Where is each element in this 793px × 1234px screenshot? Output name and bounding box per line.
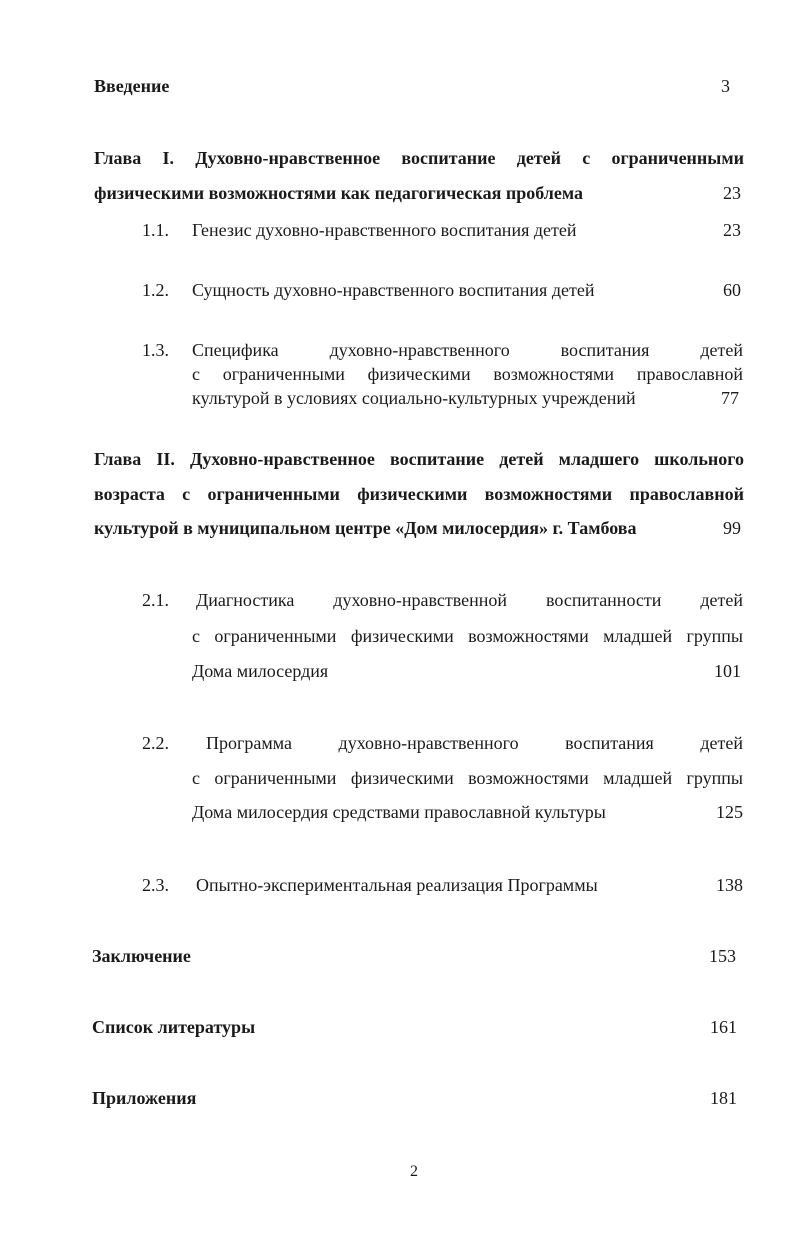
toc-literature-label: Список литературы — [92, 1017, 256, 1037]
section-1-2-number: 1.2. — [142, 280, 169, 300]
section-2-2-title-line2: с ограниченными физическими возможностями младшей группы — [192, 768, 743, 788]
section-2-1-title-line1: Диагностика духовно-нравственной воспитанности детей — [196, 590, 743, 610]
section-2-2-number: 2.2. — [142, 733, 169, 753]
section-1-2-title: Сущность духовно-нравственного воспитания детей — [192, 280, 595, 300]
section-2-1-title-line3: Дома милосердия — [192, 661, 329, 681]
chapter1-title-line2: физическими возможностями как педагогическая проблема — [94, 183, 584, 203]
section-1-3-page: 77 — [721, 388, 739, 408]
section-2-1-number: 2.1. — [142, 590, 169, 610]
chapter1-title-line1: Глава I. Духовно-нравственное воспитание детей с ограниченными — [94, 148, 744, 168]
chapter2-title-line2: возраста с ограниченными физическими возможностями православной — [94, 484, 744, 504]
chapter2-page: 99 — [723, 518, 741, 538]
section-2-3-page: 138 — [716, 875, 743, 895]
section-1-3-title-line1: Специфика духовно-нравственного воспитания детей — [192, 340, 743, 360]
section-1-1-number: 1.1. — [142, 220, 169, 240]
toc-appendix-page: 181 — [710, 1088, 737, 1108]
section-2-3-number: 2.3. — [142, 875, 169, 895]
section-2-2-title-line3: Дома милосердия средствами православной культуры — [192, 802, 606, 822]
section-1-3-title-line2: с ограниченными физическими возможностями православной — [192, 364, 743, 384]
chapter1-page: 23 — [723, 183, 741, 203]
toc-intro-page: 3 — [721, 76, 730, 96]
section-1-3-title-line3: культурой в условиях социально-культурных учреждений — [192, 388, 636, 408]
section-2-1-page: 101 — [714, 661, 741, 681]
toc-conclusion-label: Заключение — [92, 946, 191, 966]
section-1-3-number: 1.3. — [142, 340, 169, 360]
toc-literature-page: 161 — [710, 1017, 737, 1037]
page-number: 2 — [410, 1163, 418, 1180]
section-2-1-title-line2: с ограниченными физическими возможностями младшей группы — [192, 626, 743, 646]
toc-intro-label: Введение — [94, 76, 170, 96]
section-2-3-title: Опытно-экспериментальная реализация Программы — [196, 875, 598, 895]
section-1-2-page: 60 — [723, 280, 741, 300]
section-2-2-page: 125 — [716, 802, 743, 822]
toc-appendix-label: Приложения — [92, 1088, 197, 1108]
section-1-1-page: 23 — [723, 220, 741, 240]
chapter2-title-line3: культурой в муниципальном центре «Дом милосердия» г. Тамбова — [94, 518, 637, 538]
section-2-2-title-line1: Программа духовно-нравственного воспитания детей — [206, 733, 743, 753]
toc-conclusion-page: 153 — [709, 946, 736, 966]
chapter2-title-line1: Глава II. Духовно-нравственное воспитание детей младшего школьного — [94, 449, 744, 469]
section-1-1-title: Генезис духовно-нравственного воспитания детей — [192, 220, 577, 240]
